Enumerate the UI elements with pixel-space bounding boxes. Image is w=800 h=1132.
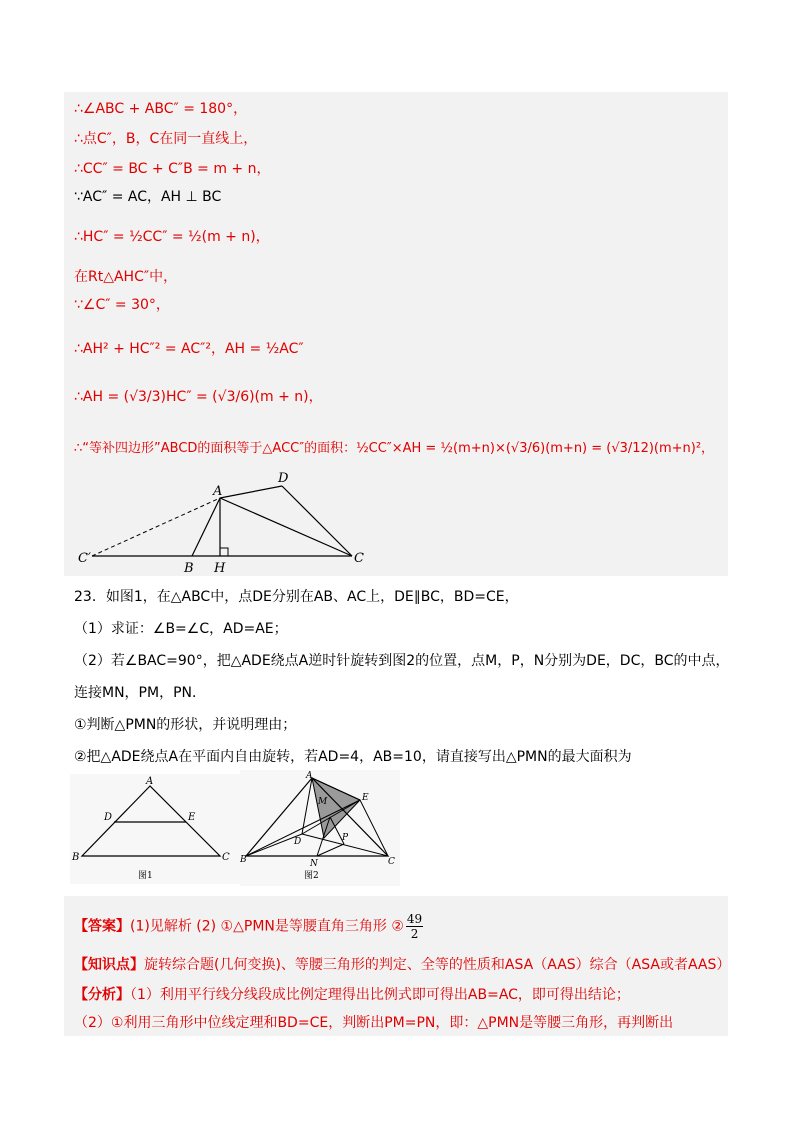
label-b: B <box>72 852 80 863</box>
caption-fig1: 图1 <box>138 871 153 881</box>
label-a: A <box>213 484 223 499</box>
figure-quadrilateral <box>70 468 370 578</box>
label-b: B <box>240 855 247 865</box>
figure-triangle-2 <box>240 770 400 886</box>
answer-fraction <box>406 912 423 941</box>
knowledge-tag: 【知识点】 <box>74 957 144 973</box>
label-d: D <box>278 471 289 486</box>
figure-triangle-1 <box>70 774 240 884</box>
label-b: B <box>184 561 194 576</box>
knowledge-line <box>74 956 730 974</box>
problem-q2: ②把△ADE绕点A在平面内自由旋转，若AD=4，AB=10，请直接写出△PMN的最大面积为 <box>74 749 632 765</box>
problem-part2-line2: 连接MN，PM，PN． <box>74 685 206 701</box>
label-h: H <box>214 561 226 576</box>
problem-23-line: 23．如图1，在△ABC中，点DE分别在AB、AC上，DE∥BC，BD=CE， <box>74 589 519 605</box>
answer-line <box>74 912 423 941</box>
analysis-text-1: （1）利用平行线分线段成比例定理得出比例式即可得出AB=AC，即可得出结论； <box>130 987 630 1003</box>
problem-part2-line1: （2）若∠BAC=90°，把△ADE绕点A逆时针旋转到图2的位置，点M，P，N分别为DE，DC，BC的中点， <box>74 653 730 669</box>
label-p: P <box>342 833 349 843</box>
label-d: D <box>104 812 113 823</box>
problem-q1: ①判断△PMN的形状，并说明理由； <box>74 717 297 733</box>
label-a: A <box>146 776 154 787</box>
analysis-line-1 <box>74 986 630 1004</box>
label-e: E <box>188 812 196 823</box>
seg-ab <box>192 498 220 556</box>
right-angle-mark <box>220 548 228 556</box>
analysis-line-2: （2）①利用三角形中位线定理和BD=CE，判断出PM=PN，即：△PMN是等腰三角形，再判断出 <box>74 1015 674 1031</box>
caption-fig2: 图2 <box>304 871 319 881</box>
solution-line-7: ∵∠C″ = 30°， <box>74 297 170 313</box>
solution-line-8: ∴AH² + HC″² = AC″²，AH = ½AC″ <box>74 341 304 357</box>
solution-line-6: 在Rt△AHC″中， <box>74 269 178 285</box>
label-n: N <box>310 859 318 869</box>
label-a: A <box>306 771 313 781</box>
label-c: C <box>388 857 395 867</box>
problem-part1: （1）求证：∠B=∠C，AD=AE； <box>74 621 288 637</box>
label-d: D <box>294 837 302 847</box>
analysis-tag: 【分析】 <box>74 987 130 1003</box>
fraction-numerator: 49 <box>406 912 423 926</box>
label-c: C <box>354 551 364 566</box>
dashed-ac1 <box>92 498 220 556</box>
solution-line-1: ∴∠ABC + ABC″ = 180°， <box>74 101 248 117</box>
label-e: E <box>362 793 369 803</box>
label-c: C <box>222 852 230 863</box>
knowledge-text: 旋转综合题(几何变换)、等腰三角形的判定、全等的性质和ASA（AAS）综合（ASA或者AAS） <box>144 957 731 973</box>
solution-line-2: ∴点C″，B，C在同一直线上， <box>74 131 258 147</box>
label-c1: C′ <box>78 551 91 566</box>
label-m: M <box>318 797 328 807</box>
seg-ac <box>220 498 352 556</box>
answer-text: (1)见解析 (2) ①△PMN是等腰直角三角形 ② <box>130 918 404 935</box>
seg-ad <box>220 486 282 498</box>
fraction-denominator: 2 <box>410 927 419 941</box>
solution-line-5: ∴HC″ = ½CC″ = ½(m + n)， <box>74 229 270 245</box>
seg-dc <box>282 486 352 556</box>
solution-line-4: ∵AC″ = AC，AH ⊥ BC <box>74 189 222 205</box>
solution-line-9: ∴AH = (√3/3)HC″ = (√3/6)(m + n)， <box>74 389 323 405</box>
answer-tag: 【答案】 <box>74 918 130 935</box>
solution-line-10: ∴“等补四边形”ABCD的面积等于△ACC″的面积：½CC″×AH = ½(m+n)×(√3/6)(m+n) = (√3/12)(m+n)²， <box>74 441 715 456</box>
solution-line-3: ∴CC″ = BC + C″B = m + n， <box>74 161 271 177</box>
